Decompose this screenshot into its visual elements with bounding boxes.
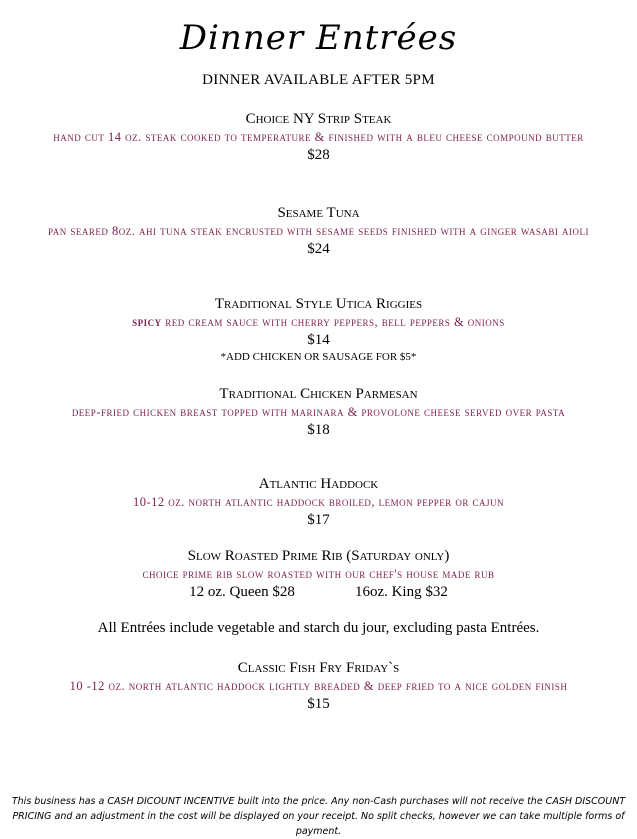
- item-description: 10-12 oz. north atlantic haddock broiled, lemon pepper or cajun: [132, 495, 504, 509]
- menu-item-sesame-tuna: [0, 204, 637, 259]
- menu-item-prime-rib: [0, 547, 637, 602]
- menu-item-chicken-parmesan: [0, 385, 637, 440]
- item-price: $24: [307, 241, 330, 257]
- item-price: $17: [307, 512, 330, 528]
- item-name: Atlantic Haddock: [258, 476, 379, 492]
- price-option-queen: 12 oz. Queen $28: [189, 584, 295, 600]
- item-price: $15: [307, 696, 330, 712]
- menu-item-utica-riggies: [0, 295, 637, 364]
- item-price-options: [0, 583, 637, 602]
- menu-item-ny-strip: [0, 110, 637, 165]
- item-price: $18: [307, 422, 330, 438]
- item-description-text: red cream sauce with cherry peppers, bell peppers & onions: [165, 315, 505, 329]
- payment-disclaimer: [10, 794, 627, 839]
- page-subtitle: DINNER AVAILABLE AFTER 5PM: [202, 72, 435, 88]
- menu-item-fish-fry: [0, 659, 637, 714]
- item-name: Traditional Chicken Parmesan: [219, 386, 418, 402]
- item-description: pan seared 8oz. ahi tuna steak encrusted with sesame seeds finished with a ginger wasabi aioli: [48, 224, 589, 238]
- item-name: Sesame Tuna: [277, 205, 360, 221]
- item-price: $14: [307, 332, 330, 348]
- item-description: [0, 314, 637, 331]
- item-name: Choice NY Strip Steak: [245, 111, 392, 127]
- item-price: $28: [307, 147, 330, 163]
- entree-note: All Entrées include vegetable and starch du jour, excluding pasta Entrées.: [97, 620, 540, 636]
- item-description: hand cut 14 oz. steak cooked to temperature & finished with a bleu cheese compound butter: [53, 130, 584, 144]
- item-name: Slow Roasted Prime Rib (Saturday only): [187, 548, 450, 564]
- item-description: deep-fried chicken breast topped with marinara & provolone cheese served over pasta: [71, 405, 566, 419]
- item-addon-note: *ADD CHICKEN OR SAUSAGE FOR $5*: [220, 351, 417, 363]
- item-name: Classic Fish Fry Friday`s: [237, 660, 400, 676]
- disclaimer-line-1: This business has a CASH DICOUNT INCENTIVE built into the price. Any non-Cash purchases will not receive the CASH DISCOUNT: [11, 796, 626, 807]
- disclaimer-line-2: PRICING and an adjustment in the cost will be displayed on your receipt. No split checks, however we can take multiple forms of payment.: [12, 811, 625, 837]
- price-option-king: 16oz. King $32: [354, 584, 448, 600]
- page-title: Dinner Entrées: [179, 18, 458, 58]
- item-name: Traditional Style Utica Riggies: [214, 296, 423, 312]
- item-description: 10 -12 oz. north atlantic haddock lightly breaded & deep fried to a nice golden finish: [69, 679, 568, 693]
- spicy-label: spicy: [132, 315, 162, 329]
- item-description: choice prime rib slow roasted with our chef's house made rub: [142, 567, 495, 581]
- menu-item-atlantic-haddock: [0, 475, 637, 530]
